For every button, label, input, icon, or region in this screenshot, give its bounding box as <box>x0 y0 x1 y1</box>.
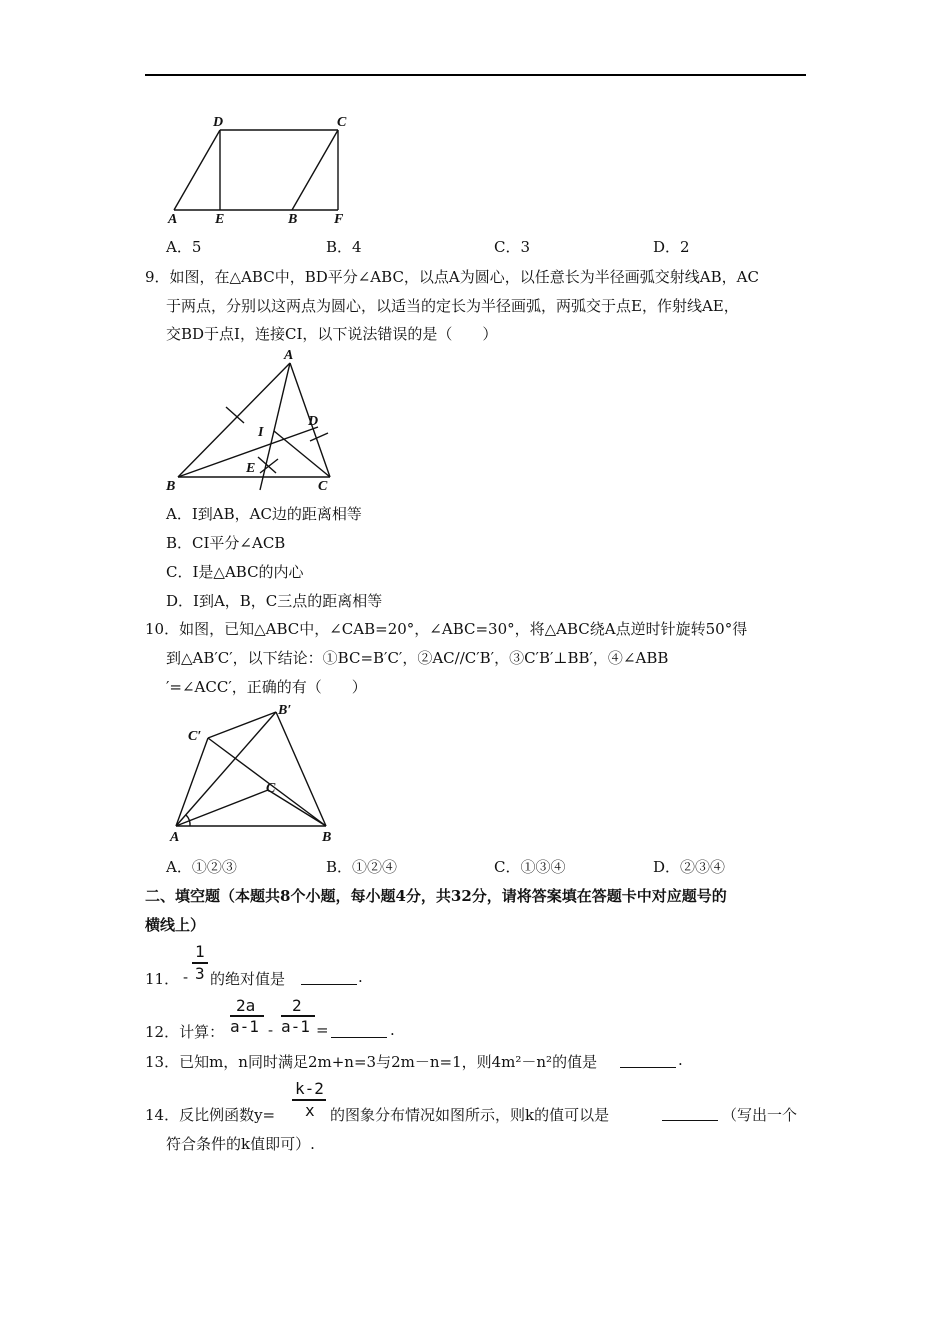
label-A: A <box>284 348 294 363</box>
label-A: A <box>170 830 180 845</box>
q14-answer-blank[interactable] <box>662 1108 718 1121</box>
q13-answer-blank[interactable] <box>620 1055 676 1068</box>
q9-option-d: D．I到A，B，C三点的距离相等 <box>166 592 383 610</box>
q11-end: . <box>358 968 363 986</box>
label-A: A <box>168 212 178 227</box>
label-B: B <box>166 479 176 494</box>
label-C: C <box>266 781 276 796</box>
q8-figure <box>160 112 360 227</box>
q11-frac-num: 1 <box>195 942 205 961</box>
q10-line3: ′=∠ACC′，正确的有（ ） <box>166 678 367 696</box>
label-F: F <box>334 212 344 227</box>
q10-option-d: D．②③④ <box>653 858 726 876</box>
q12-minus: - <box>268 1021 274 1039</box>
label-I: I <box>258 425 264 440</box>
q12-f1-den: a-1 <box>230 1017 259 1036</box>
q12-f1-num: 2a <box>236 996 256 1015</box>
section2-heading-line1: 二、填空题（本题共8个小题，每小题4分，共32分，请将答案填在答题卡中对应题号的 <box>145 887 727 905</box>
q14-frac-den: x <box>305 1101 315 1120</box>
q12-f2-num: 2 <box>292 996 302 1015</box>
q14-paren: （写出一个 <box>722 1106 798 1124</box>
q11-text: 的绝对值是 <box>210 970 286 988</box>
label-C: C <box>337 115 347 130</box>
q8-option-c: C．3 <box>494 238 531 256</box>
q9-option-c: C．I是△ABC的内心 <box>166 563 304 581</box>
q9-line1: 9．如图，在△ABC中，BD平分∠ABC，以点A为圆心，以任意长为半径画弧交射线AB，AC <box>145 268 759 286</box>
q10-line1: 10．如图，已知△ABC中，∠CAB=20°，∠ABC=30°，将△ABC绕A点逆时针旋转50°得 <box>145 620 748 638</box>
q10-line2: 到△AB′C′，以下结论：①BC=B′C′，②AC//C′B′，③C′B′⊥BB′，④∠ABB <box>166 649 669 667</box>
label-B: B <box>322 830 332 845</box>
q10-option-a: A．①②③ <box>166 858 237 876</box>
label-E: E <box>215 212 225 227</box>
q13-end: . <box>678 1051 683 1069</box>
label-Cprime: C′ <box>188 729 202 744</box>
q11-number: 11． <box>145 970 180 988</box>
q9-line3: 交BD于点I，连接CI，以下说法错误的是（ ） <box>166 325 498 343</box>
q12-equals: = <box>316 1021 329 1039</box>
header-rule <box>145 74 806 76</box>
q9-figure <box>160 345 360 495</box>
q11-frac-den: 3 <box>195 964 205 983</box>
q10-option-b: B．①②④ <box>326 858 398 876</box>
q12-f2-den: a-1 <box>281 1017 310 1036</box>
q14-frac-num: k-2 <box>295 1079 324 1098</box>
label-D: D <box>308 414 319 429</box>
q10-option-c: C．①③④ <box>494 858 566 876</box>
q14-text-pre: 14．反比例函数y= <box>145 1106 276 1124</box>
q10-figure <box>160 698 350 848</box>
q14-text-post: 的图象分布情况如图所示，则k的值可以是 <box>330 1106 610 1124</box>
label-E: E <box>246 461 256 476</box>
q11-minus: - <box>183 968 189 986</box>
q12-end: . <box>390 1021 395 1039</box>
q8-option-a: A．5 <box>166 238 202 256</box>
q9-line2: 于两点，分别以这两点为圆心，以适当的定长为半径画弧，两弧交于点E，作射线AE， <box>166 297 739 315</box>
q8-option-b: B．4 <box>326 238 362 256</box>
q12-number: 12．计算： <box>145 1023 225 1041</box>
q9-option-a: A．I到AB，AC边的距离相等 <box>166 505 362 523</box>
q14-line2: 符合条件的k值即可）. <box>166 1135 315 1153</box>
label-D: D <box>213 115 224 130</box>
label-C: C <box>318 479 328 494</box>
label-Bprime: B′ <box>278 703 292 718</box>
q8-option-d: D．2 <box>653 238 690 256</box>
q13-text: 13．已知m，n同时满足2m+n=3与2m－n=1，则4m²－n²的值是 <box>145 1053 598 1071</box>
label-B: B <box>288 212 298 227</box>
section2-heading-line2: 横线上） <box>145 916 206 934</box>
q11-answer-blank[interactable] <box>301 972 357 985</box>
q9-option-b: B．CI平分∠ACB <box>166 534 286 552</box>
q12-answer-blank[interactable] <box>331 1025 387 1038</box>
